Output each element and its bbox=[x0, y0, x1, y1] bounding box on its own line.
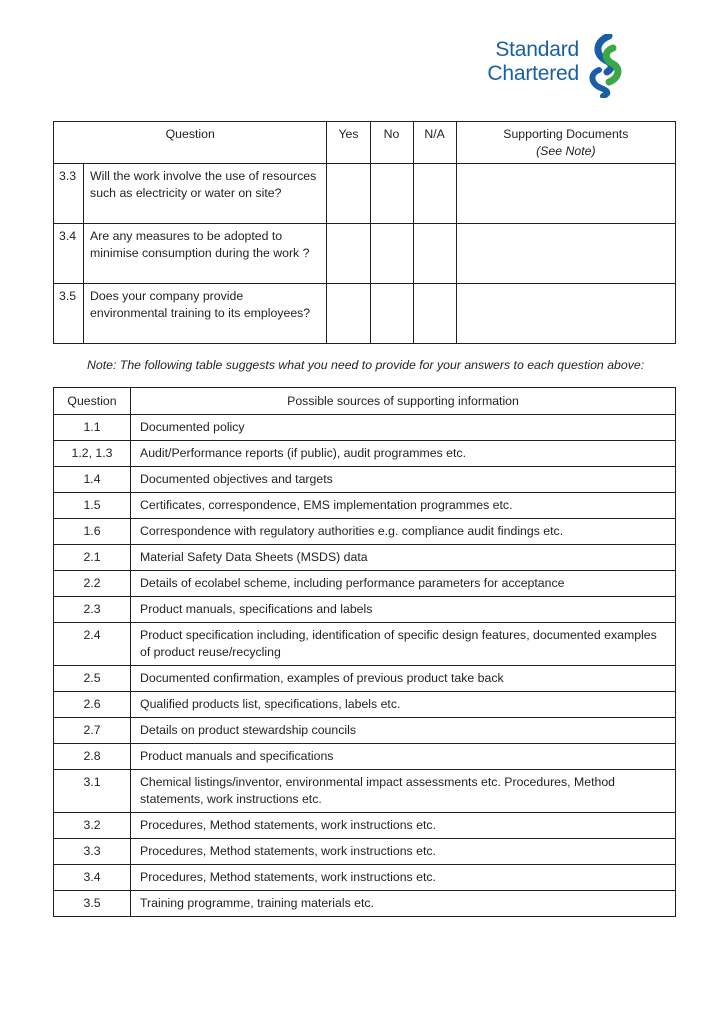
yes-cell[interactable] bbox=[327, 284, 370, 344]
table-row bbox=[54, 467, 676, 493]
no-cell[interactable] bbox=[370, 224, 413, 284]
table-row bbox=[54, 744, 676, 770]
supporting-source: Qualified products list, specifications, labels etc. bbox=[131, 692, 676, 718]
question-number: 3.3 bbox=[54, 839, 131, 865]
question-number: 2.1 bbox=[54, 545, 131, 571]
sources-header-row bbox=[54, 388, 676, 415]
table-row bbox=[54, 545, 676, 571]
supporting-source: Audit/Performance reports (if public), audit programmes etc. bbox=[131, 441, 676, 467]
supporting-source: Procedures, Method statements, work instructions etc. bbox=[131, 839, 676, 865]
question-row bbox=[54, 284, 676, 344]
supporting-source: Procedures, Method statements, work instructions etc. bbox=[131, 865, 676, 891]
supporting-source: Documented policy bbox=[131, 415, 676, 441]
supporting-source: Details of ecolabel scheme, including performance parameters for acceptance bbox=[131, 571, 676, 597]
header-possible-sources: Possible sources of supporting information bbox=[131, 388, 676, 415]
question-number: 2.7 bbox=[54, 718, 131, 744]
see-note-label: (See Note) bbox=[536, 144, 596, 158]
no-cell[interactable] bbox=[370, 164, 413, 224]
question-number: 1.2, 1.3 bbox=[54, 441, 131, 467]
header-no: No bbox=[370, 122, 413, 164]
na-cell[interactable] bbox=[413, 284, 456, 344]
supporting-source: Documented objectives and targets bbox=[131, 467, 676, 493]
yes-cell[interactable] bbox=[327, 164, 370, 224]
question-number: 2.5 bbox=[54, 666, 131, 692]
table-row bbox=[54, 813, 676, 839]
questions-table bbox=[53, 121, 676, 344]
logo-wordmark bbox=[463, 38, 579, 86]
table-row bbox=[54, 692, 676, 718]
question-number: 3.4 bbox=[54, 224, 84, 284]
question-number: 3.5 bbox=[54, 284, 84, 344]
yes-cell[interactable] bbox=[327, 224, 370, 284]
supporting-source: Material Safety Data Sheets (MSDS) data bbox=[131, 545, 676, 571]
supporting-source: Product specification including, identification of specific design features, documented examples of product reuse/recycling bbox=[131, 623, 676, 666]
supporting-source: Training programme, training materials etc. bbox=[131, 891, 676, 917]
table-row bbox=[54, 623, 676, 666]
question-text: Are any measures to be adopted to minimise consumption during the work ? bbox=[84, 224, 327, 284]
supporting-documents-cell[interactable] bbox=[456, 224, 675, 284]
table-row bbox=[54, 415, 676, 441]
table-row bbox=[54, 865, 676, 891]
supporting-source: Chemical listings/inventor, environmental impact assessments etc. Procedures, Method statements, work instructions etc. bbox=[131, 770, 676, 813]
na-cell[interactable] bbox=[413, 164, 456, 224]
question-row bbox=[54, 164, 676, 224]
question-number: 1.6 bbox=[54, 519, 131, 545]
question-number: 3.5 bbox=[54, 891, 131, 917]
questions-header-row bbox=[54, 122, 676, 164]
supporting-sources-table bbox=[53, 387, 676, 917]
header-supporting-documents bbox=[456, 122, 675, 164]
header-na: N/A bbox=[413, 122, 456, 164]
question-number: 2.4 bbox=[54, 623, 131, 666]
table-row bbox=[54, 666, 676, 692]
header-yes: Yes bbox=[327, 122, 370, 164]
question-number: 2.3 bbox=[54, 597, 131, 623]
table-row bbox=[54, 519, 676, 545]
header-question: Question bbox=[54, 122, 327, 164]
question-number: 2.2 bbox=[54, 571, 131, 597]
question-number: 3.2 bbox=[54, 813, 131, 839]
supporting-source: Certificates, correspondence, EMS implementation programmes etc. bbox=[131, 493, 676, 519]
question-text: Will the work involve the use of resources such as electricity or water on site? bbox=[84, 164, 327, 224]
question-row bbox=[54, 224, 676, 284]
question-number: 3.1 bbox=[54, 770, 131, 813]
question-number: 2.8 bbox=[54, 744, 131, 770]
supporting-source: Documented confirmation, examples of previous product take back bbox=[131, 666, 676, 692]
supporting-source: Product manuals, specifications and labels bbox=[131, 597, 676, 623]
no-cell[interactable] bbox=[370, 284, 413, 344]
supporting-documents-label: Supporting Documents bbox=[503, 127, 629, 141]
standard-chartered-logo bbox=[463, 34, 629, 100]
table-row bbox=[54, 839, 676, 865]
supporting-documents-cell[interactable] bbox=[456, 164, 675, 224]
supporting-source: Product manuals and specifications bbox=[131, 744, 676, 770]
supporting-source: Correspondence with regulatory authorities e.g. compliance audit findings etc. bbox=[131, 519, 676, 545]
table-row bbox=[54, 891, 676, 917]
question-number: 3.4 bbox=[54, 865, 131, 891]
logo-line-1: Standard bbox=[495, 38, 579, 61]
logo-mark-icon bbox=[583, 34, 623, 98]
table-row bbox=[54, 493, 676, 519]
table-row bbox=[54, 571, 676, 597]
question-text: Does your company provide environmental training to its employees? bbox=[84, 284, 327, 344]
supporting-documents-cell[interactable] bbox=[456, 284, 675, 344]
table-row bbox=[54, 718, 676, 744]
supporting-source: Procedures, Method statements, work instructions etc. bbox=[131, 813, 676, 839]
supporting-source: Details on product stewardship councils bbox=[131, 718, 676, 744]
table-row bbox=[54, 597, 676, 623]
logo-line-2: Chartered bbox=[487, 62, 579, 85]
table-row bbox=[54, 441, 676, 467]
table-note: Note: The following table suggests what you need to provide for your answers to each question above: bbox=[87, 358, 645, 372]
header-question: Question bbox=[54, 388, 131, 415]
sources-table-body bbox=[54, 415, 676, 917]
question-number: 1.5 bbox=[54, 493, 131, 519]
na-cell[interactable] bbox=[413, 224, 456, 284]
question-number: 1.4 bbox=[54, 467, 131, 493]
question-number: 3.3 bbox=[54, 164, 84, 224]
table-row bbox=[54, 770, 676, 813]
question-number: 1.1 bbox=[54, 415, 131, 441]
question-number: 2.6 bbox=[54, 692, 131, 718]
